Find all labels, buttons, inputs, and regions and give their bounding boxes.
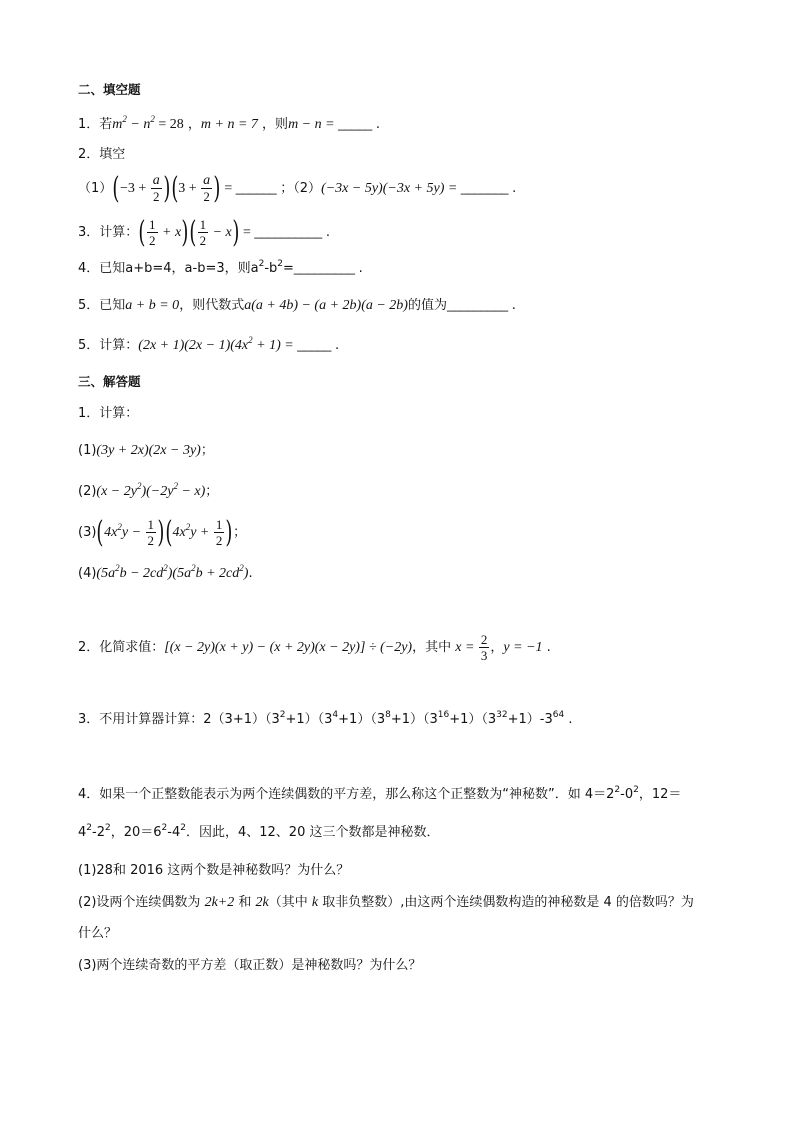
question-text: ，20＝6 — [110, 825, 162, 840]
math-condition: a + b = 0 — [125, 298, 180, 313]
math-term: b + 2cd — [195, 566, 240, 581]
fraction-numerator: 1 — [147, 517, 155, 532]
math-term: 2k+2 — [204, 895, 235, 910]
solve-question-1-part-3 — [78, 515, 246, 551]
period: . — [507, 181, 517, 196]
math-term: b − 2cd — [119, 566, 164, 581]
superscript: 2 — [248, 335, 253, 345]
superscript: 64 — [552, 710, 565, 720]
math-term: )(5a — [167, 566, 192, 581]
superscript: 2 — [163, 563, 168, 573]
superscript: 2 — [239, 563, 244, 573]
period: . — [248, 566, 253, 581]
question-text: -b — [264, 261, 278, 276]
fraction-denominator: 2 — [147, 533, 155, 548]
part-label: (3) — [78, 525, 97, 540]
math-term: −3 + — [120, 181, 150, 196]
fraction-numerator: a — [152, 173, 160, 188]
question-text: （其中 — [268, 895, 312, 910]
fill-question-2-parts — [78, 170, 516, 206]
question-text: +1）（3 — [338, 712, 386, 727]
part-label: (4) — [78, 566, 97, 581]
superscript: 2 — [277, 259, 284, 269]
question-text: 4．已知a+b=4，a-b=3，则a — [78, 261, 259, 276]
superscript: 4 — [332, 710, 339, 720]
period: . — [542, 640, 551, 655]
fill-question-6 — [78, 335, 339, 355]
punctuation: ， — [490, 640, 504, 655]
math-condition: m + n = 7 — [200, 117, 258, 132]
right-paren: ) — [232, 214, 240, 250]
superscript: 2 — [185, 522, 191, 532]
part-separator: ；（2） — [276, 181, 322, 196]
answer-blank: _________ — [293, 260, 355, 275]
solve-question-4-sub-3: (3)两个连续奇数的平方差（取正数）是神秘数吗？为什么？ — [78, 958, 422, 973]
solve-question-1-part-2 — [78, 482, 218, 502]
left-paren: ( — [138, 214, 146, 250]
fraction — [214, 517, 225, 548]
question-text: ，其中 — [412, 640, 456, 655]
question-text: 取非负整数）,由这两个连续偶数构造的神秘数是 4 的倍数吗？为 — [318, 895, 694, 910]
right-paren: ) — [157, 514, 165, 550]
math-term: 2k — [255, 895, 269, 910]
math-expression: (3y + 2x)(2x − 3y) — [96, 443, 201, 458]
math-term: y − — [121, 525, 145, 540]
left-paren: ( — [112, 170, 120, 206]
answer-blank: _____ — [338, 116, 372, 131]
fill-question-2-label: 2．填空 — [78, 147, 126, 162]
left-paren: ( — [165, 514, 173, 550]
question-text: (2)设两个连续偶数为 — [78, 895, 205, 910]
punctuation: ； — [200, 443, 214, 458]
math-term: (5a — [96, 566, 116, 581]
math-expression: m − n = — [288, 117, 339, 132]
left-paren: ( — [189, 214, 197, 250]
solve-question-4-line-1 — [78, 785, 681, 805]
part-label: (2) — [78, 484, 97, 499]
math-variable: k — [311, 895, 319, 910]
math-variable: m — [112, 117, 123, 132]
math-expression: [(x − 2y)(x + y) − (x + 2y)(x − 2y)] ÷ (−2y) — [164, 640, 413, 655]
question-text: -4 — [167, 825, 181, 840]
solve-question-1-part-4 — [78, 564, 253, 584]
superscript: 16 — [437, 710, 450, 720]
period: . — [507, 298, 516, 313]
math-term: (x − 2y — [96, 484, 137, 499]
math-expression: (−3x − 5y)(−3x + 5y) = — [321, 181, 461, 196]
fraction-denominator: 2 — [153, 189, 160, 204]
math-term: + x — [158, 225, 182, 240]
answer-blank: _______ — [460, 180, 508, 195]
superscript: 2 — [180, 823, 186, 833]
fraction — [147, 217, 158, 248]
solve-question-4-sub-2-continued: 什么？ — [78, 926, 118, 941]
question-text: ．因此，4、12、20 这三个数都是神秘数． — [185, 825, 440, 840]
fraction-numerator: 1 — [149, 217, 156, 232]
punctuation: ， — [183, 117, 201, 132]
fill-question-5 — [78, 295, 516, 315]
fraction — [198, 217, 209, 248]
solve-question-1-label: 1．计算： — [78, 406, 139, 421]
solve-question-4-sub-1: (1)28和 2016 这两个数是神秘数吗？为什么？ — [78, 863, 350, 878]
question-text: -0 — [620, 787, 634, 802]
section-title-solve: 三、解答题 — [78, 374, 141, 389]
punctuation: ； — [233, 525, 247, 540]
left-paren: ( — [170, 170, 178, 206]
superscript: 2 — [104, 823, 111, 833]
fill-question-3 — [78, 214, 330, 250]
fraction — [201, 173, 212, 204]
right-paren: ) — [225, 514, 233, 550]
question-text: 3．不用计算器计算：2（3+1）（3 — [78, 712, 280, 727]
math-expression: (2x + 1)(2x − 1)(4x — [138, 338, 249, 353]
solve-question-3 — [78, 710, 572, 730]
superscript: 2 — [191, 563, 196, 573]
left-paren: ( — [96, 514, 104, 550]
math-term: − x) — [177, 484, 206, 499]
fraction-denominator: 2 — [203, 189, 210, 204]
question-text: ，则代数式 — [179, 298, 245, 313]
superscript: 2 — [136, 481, 142, 491]
fraction-denominator: 2 — [215, 533, 223, 548]
period: . — [321, 225, 330, 240]
fraction-numerator: 2 — [480, 632, 488, 647]
answer-blank: ______ — [235, 180, 277, 195]
fraction-numerator: 1 — [215, 517, 223, 532]
fraction-denominator: 2 — [199, 233, 207, 248]
punctuation: ； — [205, 484, 219, 499]
math-expression: + 1) = — [252, 338, 298, 353]
superscript: 2 — [614, 785, 621, 795]
part-label: (1) — [78, 443, 97, 458]
solve-question-4-sub-2 — [78, 893, 694, 913]
fraction-numerator: a — [203, 173, 211, 188]
question-text: -2 — [92, 825, 105, 840]
question-text: +1）-3 — [507, 712, 553, 727]
question-text: ，则 — [257, 117, 289, 132]
superscript: 2 — [161, 823, 168, 833]
fill-question-1 — [78, 114, 380, 134]
question-label: 3．计算： — [78, 225, 139, 240]
superscript: 2 — [122, 114, 127, 124]
period: . — [354, 261, 363, 276]
math-term: )(−2y — [141, 484, 174, 499]
fraction-numerator: 1 — [199, 217, 207, 232]
math-term: y = −1 — [503, 640, 543, 655]
question-text: +1）（3 — [390, 712, 438, 727]
question-text: 4．如果一个正整数能表示为两个连续偶数的平方差，那么称这个正整数为“神秘数”．如 4＝2 — [78, 787, 615, 802]
superscript: 2 — [633, 785, 639, 795]
math-term: 4x — [104, 525, 118, 540]
math-term: − x — [209, 225, 232, 240]
period: . — [564, 712, 573, 727]
superscript: 2 — [279, 710, 286, 720]
equals-sign: = — [239, 225, 255, 240]
question-label: 5．已知 — [78, 298, 126, 313]
solve-question-2 — [78, 630, 551, 666]
question-label: 2．化简求值： — [78, 640, 165, 655]
period: . — [371, 117, 380, 132]
right-paren: ) — [213, 170, 221, 206]
fill-question-4 — [78, 258, 363, 278]
math-term: x = — [455, 640, 478, 655]
superscript: 2 — [150, 114, 155, 124]
answer-blank: _________ — [446, 297, 508, 312]
math-term: y + — [190, 525, 213, 540]
part-label: （1） — [78, 181, 113, 196]
fraction-denominator: 2 — [149, 233, 156, 248]
right-paren: ) — [163, 170, 171, 206]
solve-question-4-line-2 — [78, 823, 439, 843]
right-paren: ) — [181, 214, 189, 250]
question-text: 4 — [78, 825, 87, 840]
question-text: = — [283, 261, 294, 276]
section-title-fill-in: 二、填空题 — [78, 82, 141, 97]
superscript: 8 — [385, 710, 391, 720]
fraction — [479, 632, 490, 663]
answer-blank: _____ — [297, 337, 331, 352]
math-term: 3 + — [178, 181, 201, 196]
fraction-denominator: 3 — [480, 648, 488, 663]
superscript: 2 — [86, 823, 93, 833]
question-text: 和 — [234, 895, 256, 910]
fraction — [146, 517, 157, 548]
math-term: ) — [243, 566, 249, 581]
answer-blank: __________ — [254, 224, 322, 239]
question-label: 5．计算： — [78, 338, 139, 353]
superscript: 2 — [117, 522, 122, 532]
math-term: 4x — [172, 525, 186, 540]
superscript: 2 — [173, 481, 178, 491]
math-expression: a(a + 4b) − (a + 2b)(a − 2b) — [244, 298, 408, 313]
question-text: ，12＝ — [638, 787, 682, 802]
superscript: 2 — [258, 259, 265, 269]
fraction — [151, 173, 162, 204]
question-text: 的值为 — [407, 298, 447, 313]
question-text: +1）（3 — [449, 712, 497, 727]
solve-question-1-part-1 — [78, 441, 214, 461]
math-term: − n — [126, 117, 151, 132]
question-label: 1．若 — [78, 117, 113, 132]
superscript: 2 — [115, 563, 120, 573]
superscript: 32 — [496, 710, 508, 720]
math-term: = 28 — [154, 117, 184, 132]
period: . — [330, 338, 340, 353]
question-text: +1）（3 — [285, 712, 333, 727]
equals-sign: = — [220, 181, 236, 196]
